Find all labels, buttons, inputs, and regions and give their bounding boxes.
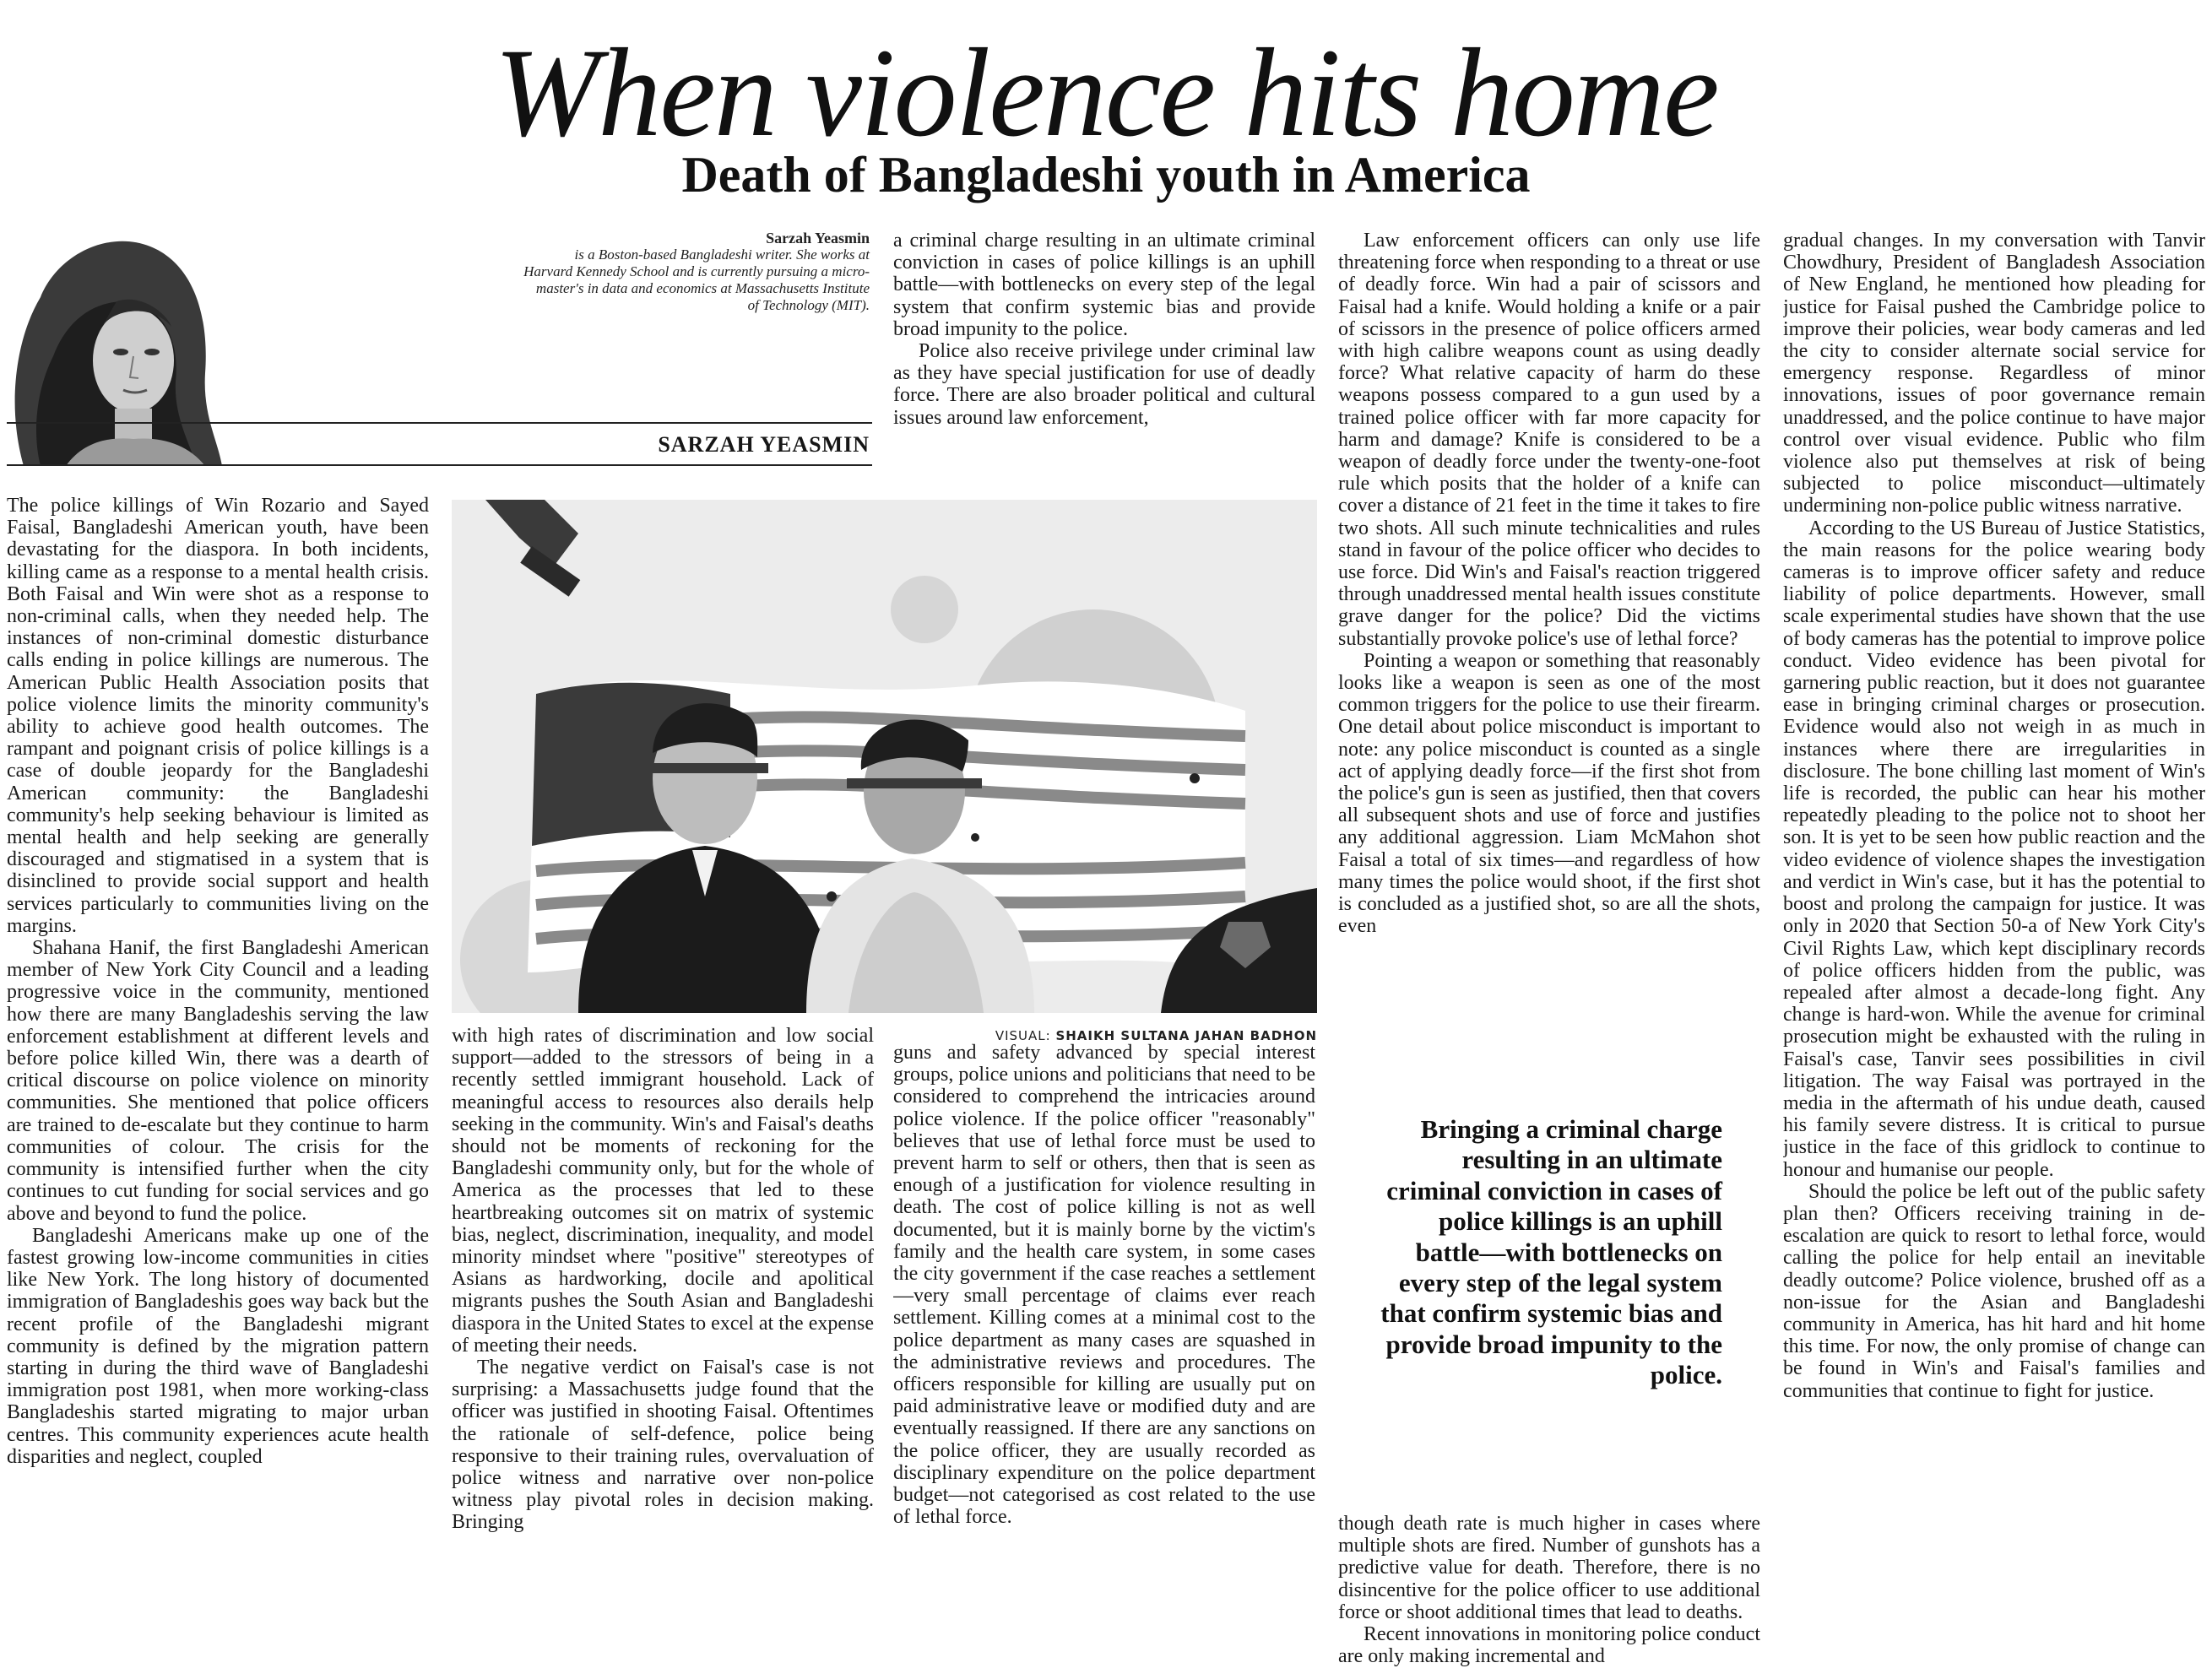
column-1: [7, 495, 429, 1673]
paragraph: The police killings of Win Rozario and Sayed Faisal, Bangladeshi American youth, have been devastating for the diaspora. In both incidents, killing came as a response to a mental health crisis. Both Faisal and Win were shot as a response to non-criminal calls, when they needed help. The instances of non-criminal domestic disturbance calls ending in police killings are numerous. The American Public Health Association posits that police violence limits the minority community's ability to achieve good health outcomes. The rampant and poignant crisis of police killings is a case of double jeopardy for the Bangladeshi American community: the Bangladeshi community's help seeking behaviour is limited as mental health and help seeking are generally discouraged and stigmatised in a system that is disinclined to provide social support and health services particularly to communities living on the margins.: [7, 495, 429, 937]
paragraph: The negative verdict on Faisal's case is not surprising: a Massachusetts judge found that the officer was justified in shooting Faisal. Oftentimes the rationale of self-defence, police being responsive to their training rules, overvaluation of police witness and narrative over non-police witness play pivotal roles in decision making. Bringing: [452, 1357, 874, 1534]
paragraph: a criminal charge resulting in an ultimate criminal conviction in cases of police killings is an uphill battle—with bottlenecks on every step of the legal system that confirm systemic bias and provide broad impunity to the police.: [893, 230, 1315, 340]
paragraph: Pointing a weapon or something that reasonably looks like a weapon is seen as one of the most common triggers for the police to use their firearm. One detail about police misconduct is important to note: any police misconduct is counted as a single act of applying deadly force—if the first shot from the police's gun is seen as justified, then that covers all subsequent shots and use of force and justifies any additional aggression. Liam McMahon shot Faisal a total of six times—and regardless of how many times the police would shoot, if the first shot is concluded as a justified shot, so are all the shots, even: [1338, 649, 1760, 938]
paragraph: Should the police be left out of the public safety plan then? Officers receiving training in de-escalation are quick to resort to lethal force, would calling the police for help entail an inevitable deadly outcome? Police violence, brushed off as a non-issue for the Asian and Bangladeshi community in America, has hit hard and hit home this time. For now, the only promise of change can be found in Win's and Faisal's families and communities that continue to fight for justice.: [1783, 1180, 2205, 1402]
pull-quote: Bringing a criminal charge resulting in an ultimate criminal conviction in cases of police killings is an uphill battle—with bottlenecks on every step of the legal system that confirm systemic bias and provide broad impunity to the police.: [1380, 1114, 1722, 1390]
visual-credit-label: VISUAL:: [995, 1028, 1051, 1043]
column-2: [452, 1025, 874, 1673]
visual-credit-name: SHAIKH SULTANA JAHAN BADHON: [1055, 1028, 1317, 1043]
paragraph: guns and safety advanced by special interest groups, police unions and politicians that need to be considered to comprehend the intricacies around police violence. If the police officer "reasonably" believes that use of lethal force must be used to prevent harm to self or others, then that is seen as enough of a justification for violence resulting in death. The cost of police killing is not as well documented, but it is mainly borne by the victim's family and the health care system, in some cases the city government if the case reaches a settlement—very small percentage of claims ever reach settlement. Killing comes at a minimal cost to the police department as many cases are squashed in the administrative reviews and procedures. The officers responsible for killing are usually put on paid administrative leave or modified duty and are eventually reassigned. If there are any sanctions on the police officer, they are usually recorded as disciplinary expenditure on the police department budget—not categorised as cost related to the use of lethal force.: [893, 1042, 1315, 1529]
headline: When violence hits home: [494, 23, 1718, 163]
column-4-bottom: [1338, 1513, 1760, 1673]
column-4-top: [1338, 230, 1760, 1050]
author-portrait: [7, 221, 226, 466]
author-bio: [523, 230, 870, 314]
byline: SARZAH YEASMIN: [658, 432, 870, 457]
byline-rule-top: [7, 422, 872, 424]
column-5: [1783, 230, 2205, 1673]
paragraph: Bangladeshi Americans make up one of the fastest growing low-income communities in cities like New York. The long history of documented immigration of Bangladeshis goes way back but the recent profile of the Bangladeshi migrant community is defined by the migration pattern starting in during the third wave of Bangladeshi immigration post 1981, when more working-class Bangladeshis started migrating to major urban centres. This community experiences acute health disparities and neglect, coupled: [7, 1224, 429, 1468]
paragraph: Shahana Hanif, the first Bangladeshi American member of New York City Council and a leading progressive voice in the community, mentioned how there are many Bangladeshis serving the law enforcement establishment at different levels and before police killed Win, there was a dearth of critical discourse on police violence on minority communities. She mentioned that police officers are trained to de-escalate but they continue to harm communities of colour. The crisis for the community is intensified further when the city continues to cut funding for social services and go above and beyond to fund the police.: [7, 937, 429, 1225]
column-3-bottom: [893, 1042, 1315, 1673]
paragraph: Recent innovations in monitoring police conduct are only making incremental and: [1338, 1623, 1760, 1668]
author-name: Sarzah Yeasmin: [766, 230, 870, 246]
paragraph: with high rates of discrimination and low social support—added to the stressors of being in a recently settled immigrant household. Lack of meaningful access to resources also derails help seeking in the community. Win's and Faisal's deaths should not be moments of reckoning for the Bangladeshi community only, but for the whole of America as the processes that led to these heartbreaking outcomes sit on matrix of systemic bias, neglect, discrimination, inequality, and model minority mindset where "positive" stereotypes of Asians as hardworking, docile and apolitical migrants pushes the South Asian and Bangladeshi diaspora in the United States to excel at the expense of meeting their needs.: [452, 1025, 874, 1357]
paragraph: though death rate is much higher in cases where multiple shots are fired. Number of gunshots has a predictive value for death. Therefore, there is no disincentive for the police officer to use additional force or shoot additional times that lead to deaths.: [1338, 1513, 1760, 1623]
paragraph: Police also receive privilege under criminal law as they have special justification for use of deadly force. There are also broader political and cultural issues around law enforcement,: [893, 340, 1315, 429]
byline-rule-bottom: [7, 464, 872, 466]
column-3-top: [893, 230, 1315, 474]
paragraph: Law enforcement officers can only use life threatening force when responding to a threat or use of deadly force. Win had a pair of scissors and Faisal had a knife. Would holding a knife or a pair of scissors in the presence of police officers armed with high calibre weapons count as using deadly force? What relative capacity of harm do these weapons possess compared to a gun used by a trained police officer with far more capacity for harm and damage? Knife is considered to be a weapon of deadly force under the twenty-one-foot rule which posits that the holder of a knife can cover a distance of 21 feet in the time it takes to fire two shots. All such minute technicalities and rules stand in favour of the police officer who decides to use force. Did Win's and Faisal's reaction triggered through unaddressed mental health issues constitute grave danger for the police? Did the victims substantially provoke police's use of lethal force?: [1338, 230, 1760, 650]
article-illustration: [452, 500, 1317, 1013]
paragraph: According to the US Bureau of Justice Statistics, the main reasons for the police wearing body cameras is to improve officer safety and reduce liability of police departments. However, small scale experimental studies have shown that the use of body cameras has the potential to improve police conduct. Video evidence has been pivotal for garnering public reaction, but it does not guarantee ease in bringing criminal charges or prosecution. Evidence would also not weigh in as much in instances where there are irregularities in disclosure. The bone chilling last moment of Win's life is recorded, the public can hear his mother repeatedly pleading to the police not to shoot her son. It is yet to be seen how public reaction and the video evidence of violence shapes the investigation and verdict in Win's case, but it has the potential to boost and prolong the campaign for justice. It was only in 2020 that Section 50-a of New York City's Civil Rights Law, which kept disciplinary records of police officers hidden from the public, was repealed after almost a decade-long fight. Any change is hard-won. While the avenue for criminal prosecution might be exhausted with the ruling in Faisal's case, Tanvir sees possibilities in civil litigation. The way Faisal was portrayed in the media in the aftermath of his undue death, caused his family severe distress. It is critical to pursue justice in the face of this gridlock to continue to honour and humanise our people.: [1783, 517, 2205, 1181]
author-description: is a Boston-based Bangladeshi writer. She works at Harvard Kennedy School and is currently pursuing a micro-master's in data and economics at Massachusetts Institute of Technology (MIT).: [523, 246, 870, 313]
paragraph: gradual changes. In my conversation with Tanvir Chowdhury, President of Bangladesh Association of New England, he mentioned how pleading for justice for Faisal pushed the Cambridge police to improve their policies, wear body cameras and led the city to consider alternate social service for emergency response. Regardless of minor innovations, issues of poor governance remain unaddressed, and the police continue to have major control over visual evidence. Public who film violence also put themselves at risk of being subjected to police misconduct—ultimately undermining non-police public witness narrative.: [1783, 230, 2205, 517]
subheadline: Death of Bangladeshi youth in America: [681, 147, 1531, 203]
